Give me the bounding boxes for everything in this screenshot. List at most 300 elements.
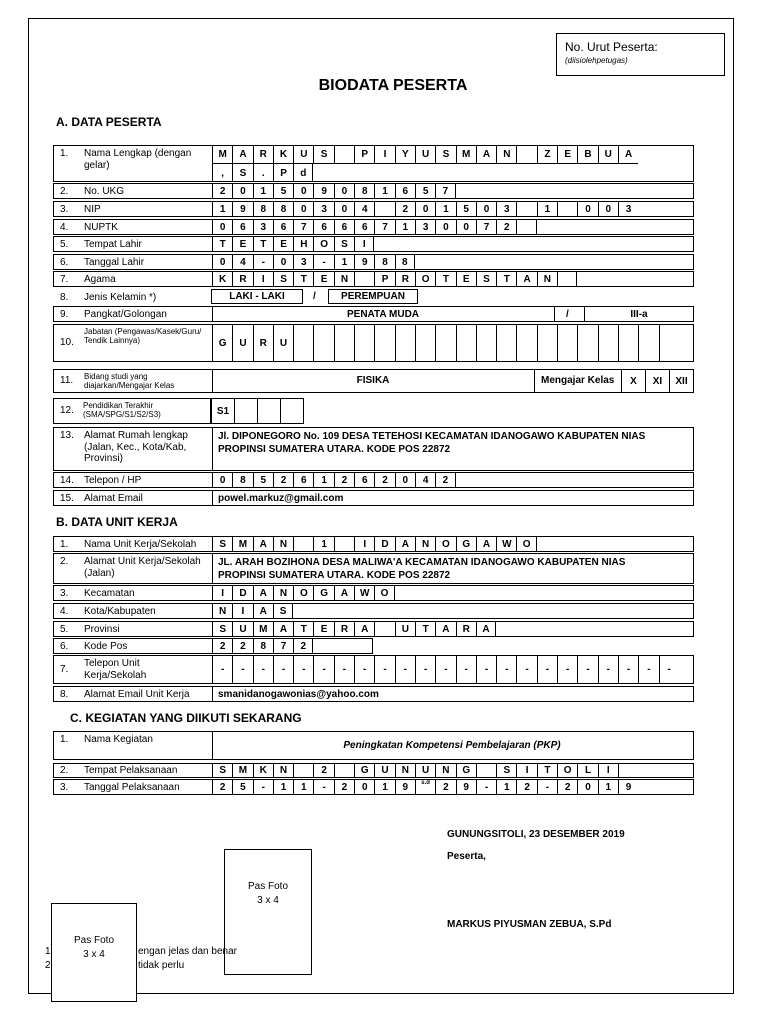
email-value: powel.markuz@gmail.com	[218, 493, 344, 504]
cell-group	[212, 220, 537, 234]
char-cell: -	[435, 656, 455, 683]
char-cell: 1	[313, 537, 333, 551]
char-cell: 0	[232, 184, 252, 198]
row-tanggal-pelaksanaan	[53, 779, 694, 795]
char-cell: O	[415, 272, 435, 286]
row-number: 12.	[60, 405, 74, 416]
char-cell: L	[577, 764, 597, 777]
char-cell: 8	[354, 184, 374, 198]
char-cell: Y	[395, 146, 415, 163]
char-cell: G	[313, 586, 333, 600]
char-cell: 3	[618, 202, 638, 216]
char-cell: 8	[232, 473, 252, 487]
char-cell: I	[212, 586, 232, 600]
char-cell: 0	[476, 202, 496, 216]
char-cell: 2	[395, 202, 415, 216]
urut-box	[556, 33, 725, 76]
cell-group	[212, 146, 638, 164]
unit-alamat-line2: PROPINSI SUMATERA UTARA. KODE POS 22872	[218, 570, 451, 581]
char-cell	[354, 325, 374, 361]
char-cell: 2	[212, 639, 232, 653]
char-cell: 4	[232, 255, 252, 269]
char-cell: I	[354, 237, 374, 251]
char-cell: -	[253, 255, 273, 269]
char-cell: 2	[212, 184, 232, 198]
char-cell: -	[537, 656, 557, 683]
char-cell: 2	[273, 473, 293, 487]
char-cell: U	[232, 325, 252, 361]
char-cell: 5	[456, 202, 476, 216]
char-cell: XI	[645, 370, 669, 392]
char-cell: -	[618, 656, 638, 683]
char-cell: S	[496, 764, 516, 777]
char-cell: 8	[253, 202, 273, 216]
row-unit-alamat	[53, 553, 694, 584]
char-cell: 0	[598, 202, 618, 216]
section-c-title: C. KEGIATAN YANG DIIKUTI SEKARANG	[70, 711, 302, 725]
char-cell: 3	[253, 220, 273, 234]
char-cell	[516, 325, 536, 361]
row-number: 1.	[60, 539, 69, 550]
char-cell: 1	[598, 780, 618, 794]
row-number: 13.	[60, 430, 74, 441]
row-label: Alamat Rumah lengkap (Jalan, Kec., Kota/Kab, Provinsi)	[84, 430, 188, 464]
char-cell: -	[496, 656, 516, 683]
char-cell: 2	[293, 639, 313, 653]
char-cell: N	[212, 604, 232, 618]
row-label: Telepon Unit Kerja/Sekolah	[84, 658, 147, 681]
char-cell: S	[273, 272, 293, 286]
row-unit-email	[53, 686, 694, 702]
char-cell: T	[435, 272, 455, 286]
unit-alamat-line1: JL. ARAH BOZIHONA DESA MALIWA'A KECAMATAN IDANOGAWO KABUPATEN NIAS	[218, 557, 626, 568]
char-cell: S1	[211, 399, 234, 423]
char-cell: 0	[577, 202, 597, 216]
char-cell	[374, 325, 394, 361]
char-cell	[280, 399, 303, 423]
cell-group	[212, 325, 679, 361]
char-cell: 7	[435, 184, 455, 198]
char-cell: 7	[476, 220, 496, 234]
photo-box-front	[51, 903, 137, 1002]
char-cell: I	[516, 764, 536, 777]
char-cell: S	[313, 146, 333, 163]
char-cell: S	[212, 764, 232, 777]
char-cell	[334, 537, 354, 551]
char-cell: T	[415, 622, 435, 636]
row-number: 9.	[60, 309, 69, 320]
char-cell	[516, 220, 536, 234]
char-cell: 9	[618, 780, 638, 794]
char-cell: 2	[334, 473, 354, 487]
photo-label: Pas Foto	[73, 935, 115, 946]
row-label: Tempat Lahir	[84, 239, 142, 250]
alamat-value	[218, 430, 645, 456]
char-cell: E	[313, 272, 333, 286]
char-cell: E	[313, 622, 333, 636]
row-label: Jabatan (Pengawas/Kasek/Guru/ Tendik Lainnya)	[84, 327, 202, 346]
char-cell: -	[516, 656, 536, 683]
char-cell: A	[273, 622, 293, 636]
char-cell	[516, 202, 536, 216]
char-cell: -	[273, 656, 293, 683]
row-number: 6.	[60, 641, 69, 652]
char-cell: -	[415, 656, 435, 683]
row-number: 4.	[60, 222, 69, 233]
char-cell	[537, 325, 557, 361]
char-cell: 2	[557, 780, 577, 794]
cell-group	[212, 780, 638, 794]
cell-group	[212, 164, 313, 182]
char-cell: O	[293, 586, 313, 600]
char-cell: 2	[496, 220, 516, 234]
row-number: 11.	[60, 375, 74, 386]
row-agama	[53, 271, 694, 287]
char-cell: I	[232, 604, 252, 618]
char-cell: 3	[415, 220, 435, 234]
char-cell	[334, 325, 354, 361]
char-cell: A	[253, 537, 273, 551]
char-cell: 0	[354, 780, 374, 794]
cell-group	[212, 237, 374, 251]
divider	[534, 370, 535, 392]
char-cell: A	[253, 586, 273, 600]
row-label: Tanggal Lahir	[84, 257, 145, 268]
char-cell: 3	[313, 202, 333, 216]
row-kodepos	[53, 638, 373, 654]
char-cell: 5	[415, 184, 435, 198]
char-cell	[618, 325, 638, 361]
row-label: Telepon / HP	[84, 475, 142, 486]
char-cell: G	[456, 764, 476, 777]
cell-group	[212, 255, 415, 269]
photo-size: 3 x 4	[83, 949, 105, 960]
char-cell	[395, 325, 415, 361]
char-cell: A	[476, 146, 496, 163]
char-cell: T	[496, 272, 516, 286]
char-cell	[374, 202, 394, 216]
row-kecamatan	[53, 585, 694, 601]
char-cell: 0	[212, 255, 232, 269]
char-cell: S	[232, 164, 252, 182]
char-cell: A	[354, 622, 374, 636]
char-cell: 1	[537, 202, 557, 216]
note-1-prefix: 1	[45, 946, 51, 957]
cell-group	[212, 537, 537, 551]
char-cell: I	[253, 272, 273, 286]
separator: /	[313, 291, 316, 302]
row-number: 2.	[60, 765, 69, 776]
char-cell: 4	[415, 473, 435, 487]
row-kota	[53, 603, 694, 619]
row-number: 7.	[60, 274, 69, 285]
char-cell: N	[334, 272, 354, 286]
row-pendidikan	[53, 398, 333, 424]
char-cell: D	[232, 586, 252, 600]
char-cell: -	[638, 656, 658, 683]
char-cell: -	[334, 656, 354, 683]
char-cell: A	[232, 146, 252, 163]
char-cell: A	[334, 586, 354, 600]
cell-group	[212, 622, 496, 636]
char-cell: -	[293, 656, 313, 683]
divider	[212, 428, 213, 470]
char-cell: O	[435, 537, 455, 551]
char-cell: 2	[516, 780, 536, 794]
row-label: Alamat Email	[84, 493, 143, 504]
char-cell: 0	[456, 220, 476, 234]
row-alamat	[53, 427, 694, 471]
option-laki-laki[interactable]: LAKI - LAKI	[211, 289, 303, 304]
char-cell: 6	[313, 220, 333, 234]
row-label: Nama Lengkap (dengan gelar)	[84, 148, 192, 171]
option-perempuan[interactable]: PEREMPUAN	[328, 289, 418, 304]
char-cell: 9	[313, 184, 333, 198]
kelas-group	[621, 370, 693, 392]
char-cell: 5	[273, 184, 293, 198]
char-cell	[476, 764, 496, 777]
row-pangkat	[53, 306, 694, 322]
char-cell: -	[598, 656, 618, 683]
section-b-title: B. DATA UNIT KERJA	[56, 515, 178, 529]
char-cell: -	[212, 656, 232, 683]
char-cell: 0	[334, 184, 354, 198]
row-number: 7.	[60, 664, 69, 675]
char-cell: -	[456, 656, 476, 683]
char-cell	[234, 399, 257, 423]
row-label: NUPTK	[84, 222, 118, 233]
cell-group	[212, 202, 638, 216]
char-cell: 8	[395, 255, 415, 269]
char-cell: U	[395, 622, 415, 636]
char-cell: 2	[212, 780, 232, 794]
char-cell: 1	[374, 780, 394, 794]
char-cell: U	[374, 764, 394, 777]
cell-group	[212, 586, 395, 600]
char-cell	[557, 325, 577, 361]
char-cell: 8	[253, 639, 273, 653]
row-number: 4.	[60, 606, 69, 617]
char-cell: R	[456, 622, 476, 636]
char-cell: P	[273, 164, 293, 182]
row-number: 2.	[60, 556, 69, 567]
char-cell: P	[374, 272, 394, 286]
row-number: 3.	[60, 204, 69, 215]
char-cell: -	[374, 656, 394, 683]
char-cell: XII	[669, 370, 693, 392]
char-cell: 1	[253, 184, 273, 198]
char-cell: 0	[212, 220, 232, 234]
char-cell: U	[415, 764, 435, 777]
row-nip	[53, 201, 694, 217]
char-cell: -	[476, 656, 496, 683]
char-cell: 6	[395, 184, 415, 198]
char-cell: A	[395, 537, 415, 551]
char-cell	[334, 764, 354, 777]
row-telepon	[53, 472, 694, 488]
char-cell: T	[293, 622, 313, 636]
char-cell: M	[232, 764, 252, 777]
char-cell: U	[232, 622, 252, 636]
note-2-suffix: tidak perlu	[138, 960, 185, 971]
char-cell: -	[313, 780, 333, 794]
char-cell: 2	[313, 764, 333, 777]
char-cell: X	[621, 370, 645, 392]
char-cell: A	[516, 272, 536, 286]
char-cell: -	[232, 656, 252, 683]
cell-group	[212, 184, 456, 198]
char-cell: G	[354, 764, 374, 777]
row-email	[53, 490, 694, 506]
char-cell: M	[253, 622, 273, 636]
row-label: Jenis Kelamin *)	[84, 292, 157, 303]
char-cell: E	[557, 146, 577, 163]
row-number: 5.	[60, 239, 69, 250]
divider	[554, 307, 555, 321]
golongan-value: III-a	[630, 309, 648, 320]
page-title: BIODATA PESERTA	[318, 77, 468, 94]
char-cell	[577, 325, 597, 361]
kegiatan-value: Peningkatan Kompetensi Pembelajaran (PKP)	[343, 740, 561, 751]
char-cell: N	[395, 764, 415, 777]
char-cell: 0	[273, 255, 293, 269]
row-label: Alamat Email Unit Kerja	[84, 689, 190, 700]
row-label: Agama	[84, 274, 116, 285]
char-cell	[659, 325, 679, 361]
char-cell	[293, 764, 313, 777]
char-cell	[496, 325, 516, 361]
char-cell: O	[374, 586, 394, 600]
char-cell: K	[212, 272, 232, 286]
row-label: Tanggal Pelaksanaan	[84, 782, 180, 793]
row-number: 10.	[60, 337, 74, 348]
char-cell: E	[232, 237, 252, 251]
row-number: 8.	[60, 689, 69, 700]
char-cell: 1	[212, 202, 232, 216]
char-cell: N	[273, 537, 293, 551]
char-cell: N	[273, 586, 293, 600]
char-cell: 9	[456, 780, 476, 794]
char-cell: T	[212, 237, 232, 251]
char-cell: S	[435, 146, 455, 163]
char-cell: 2	[334, 780, 354, 794]
photo-size: 3 x 4	[257, 895, 279, 906]
char-cell: S	[273, 604, 293, 618]
char-cell: G	[456, 537, 476, 551]
char-cell: 9	[395, 780, 415, 794]
note-2-prefix: 2	[45, 960, 51, 971]
signature-name: MARKUS PIYUSMAN ZEBUA, S.Pd	[447, 919, 612, 930]
row-number: 3.	[60, 588, 69, 599]
char-cell	[516, 146, 536, 163]
char-cell: R	[253, 325, 273, 361]
row-nama	[53, 145, 694, 182]
row-ukg	[53, 183, 694, 199]
char-cell	[293, 537, 313, 551]
char-cell: 2	[374, 473, 394, 487]
char-cell: A	[476, 537, 496, 551]
char-cell: 7	[273, 639, 293, 653]
row-label: Kota/Kabupaten	[84, 606, 156, 617]
char-cell: I	[374, 146, 394, 163]
row-nuptk	[53, 219, 694, 235]
char-cell: -	[354, 656, 374, 683]
kelas-label: Mengajar Kelas	[541, 375, 615, 386]
char-cell: A	[253, 604, 273, 618]
char-cell: N	[415, 537, 435, 551]
char-cell: 0	[415, 202, 435, 216]
char-cell: 5	[253, 473, 273, 487]
char-cell: 6	[354, 220, 374, 234]
char-cell: 0	[293, 184, 313, 198]
char-cell: -	[313, 255, 333, 269]
char-cell: 5	[232, 780, 252, 794]
cell-group	[212, 639, 313, 653]
char-cell	[598, 325, 618, 361]
row-label: No. UKG	[84, 186, 125, 197]
char-cell: 1	[374, 184, 394, 198]
row-tanggal-lahir	[53, 254, 694, 270]
row-label: Kecamatan	[84, 588, 135, 599]
char-cell: -	[537, 780, 557, 794]
char-cell: 1	[313, 473, 333, 487]
char-cell: 3	[293, 255, 313, 269]
char-cell: 0	[395, 473, 415, 487]
unit-email-value: smanidanogawonias@yahoo.com	[218, 689, 379, 700]
row-provinsi	[53, 621, 694, 637]
section-a-title: A. DATA PESERTA	[56, 115, 162, 129]
cell-group	[212, 473, 456, 487]
char-cell: A	[476, 622, 496, 636]
char-cell: 2	[435, 473, 455, 487]
char-cell	[334, 146, 354, 163]
row-label: NIP	[84, 204, 101, 215]
bidang-value: FISIKA	[356, 375, 390, 386]
char-cell: A	[618, 146, 638, 163]
char-cell: 3	[496, 202, 516, 216]
char-cell: Z	[537, 146, 557, 163]
cell-group	[212, 272, 577, 286]
signature-peserta: Peserta,	[447, 851, 486, 862]
char-cell: 0	[212, 473, 232, 487]
char-cell: N	[537, 272, 557, 286]
char-cell: S	[334, 237, 354, 251]
char-cell: 4	[354, 202, 374, 216]
row-number: 6.	[60, 257, 69, 268]
char-cell: I	[354, 537, 374, 551]
char-cell: 1	[293, 780, 313, 794]
char-cell: 2	[435, 780, 455, 794]
urut-note: (diisiolehpetugas)	[565, 56, 628, 65]
char-cell	[476, 325, 496, 361]
char-cell: R	[334, 622, 354, 636]
char-cell: d	[293, 164, 313, 182]
char-cell: M	[232, 537, 252, 551]
char-cell: -	[577, 656, 597, 683]
char-cell: U	[598, 146, 618, 163]
char-cell: 0	[293, 202, 313, 216]
row-number: 15.	[60, 493, 74, 504]
urut-title: No. Urut Peserta:	[565, 40, 658, 54]
row-kegiatan-nama	[53, 731, 694, 760]
row-unit-telepon	[53, 655, 694, 684]
char-cell: -	[557, 656, 577, 683]
char-cell: E	[456, 272, 476, 286]
alamat-line1: Jl. DIPONEGORO No. 109 DESA TETEHOSI KECAMATAN IDANOGAWO KABUPATEN NIAS	[218, 431, 646, 442]
row-unit-nama	[53, 536, 694, 552]
row-tempat-lahir	[53, 236, 694, 252]
row-label: Nama Kegiatan	[84, 734, 153, 745]
